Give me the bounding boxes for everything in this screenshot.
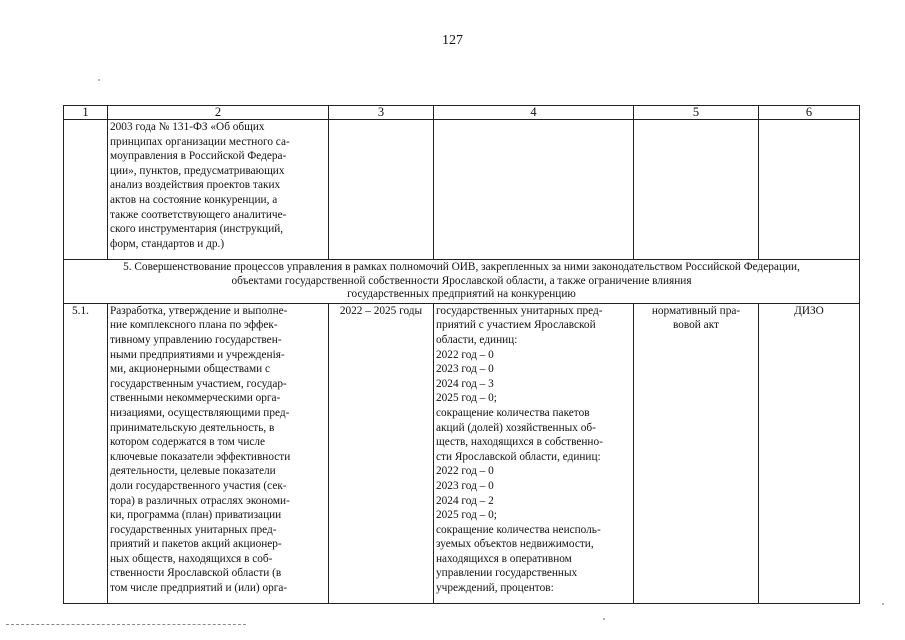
column-header-1: 1 <box>64 106 108 120</box>
continuation-period-cell <box>329 120 434 260</box>
column-header-2: 2 <box>108 106 329 120</box>
column-header-row <box>64 106 860 120</box>
measure-indicators-cell <box>434 303 634 603</box>
page-number: 127 <box>442 33 463 48</box>
continuation-executor-cell <box>759 120 860 260</box>
measure-row-5-1 <box>64 303 860 603</box>
measure-indicators: государственных унитарных пред- приятий с участием Ярославской области, единиц: 2022 год – 0 2023 год – 0 2024 год – 3 2025 год – 0; сокращение количества пакетов акций (долей) хозяйственных об- ществ, находящихся в собственно- сти Ярославской области, единиц: 2022 год – 0 2023 год – 0 2024 год – 2 2025 год – 0; сокращение количества неисполь- зуемых объектов недвижимости, находящихся в оперативном управлении государственных учреждений, процентов: <box>436 304 603 595</box>
scan-speck <box>98 79 100 81</box>
measure-description-cell <box>108 303 329 603</box>
column-header-5: 5 <box>634 106 759 120</box>
measure-period: 2022 – 2025 годы <box>329 303 434 603</box>
continuation-description-cell <box>108 120 329 260</box>
measure-number: 5.1. <box>64 303 108 603</box>
scan-speck <box>603 618 605 620</box>
column-header-6: 6 <box>759 106 860 120</box>
measure-executor: ДИЗО <box>759 303 860 603</box>
continuation-row <box>64 120 860 260</box>
measure-document-cell <box>634 303 759 603</box>
column-header-4: 4 <box>434 106 634 120</box>
section-heading-row <box>64 260 860 304</box>
continuation-indicators-cell <box>434 120 634 260</box>
measures-table <box>63 105 860 604</box>
column-header-3: 3 <box>329 106 434 120</box>
section-heading: 5. Совершенствование процессов управления в рамках полномочий ОИВ, закрепленных за ними законодательством Российской Федерации, объектами государственной собственности Ярославской области, а также ограничение влияния государственных предприятий на конкуренцию <box>64 260 860 304</box>
scan-footer-mark <box>6 624 246 626</box>
continuation-document-cell <box>634 120 759 260</box>
scan-speck <box>882 603 884 605</box>
continuation-number-cell <box>64 120 108 260</box>
measure-description: Разработка, утверждение и выполне- ние комплексного плана по эффек- тивному управлению государствен- ными предприятиями и учрежденія- ми, акционерными обществами с государственным участием, государ- ственными некоммерческими орга- низациями, осуществляющими пред- принимательскую деятельность, в котором содержатся в том числе ключевые показатели эффективности деятельности, целевые показатели доли государственного участия (сек- тора) в различных отраслях экономи- ки, программа (план) приватизации государственных унитарных пред- приятий и пакетов акций акционер- ных обществ, находящихся в соб- ственности Ярославской области (в том числе предприятий и (или) орга- <box>110 304 291 595</box>
measure-document: нормативный пра- вовой акт <box>651 304 741 332</box>
continuation-description-text: 2003 года № 131-ФЗ «Об общих принципах организации местного са- моуправления в Российской Федера- ции», пунктов, предусматривающих анализ воздействия проектов таких актов на состояние конкуренции, а также соответствующего аналитиче- ского инструментария (инструкций, форм, стандартов и др.) <box>110 121 290 250</box>
